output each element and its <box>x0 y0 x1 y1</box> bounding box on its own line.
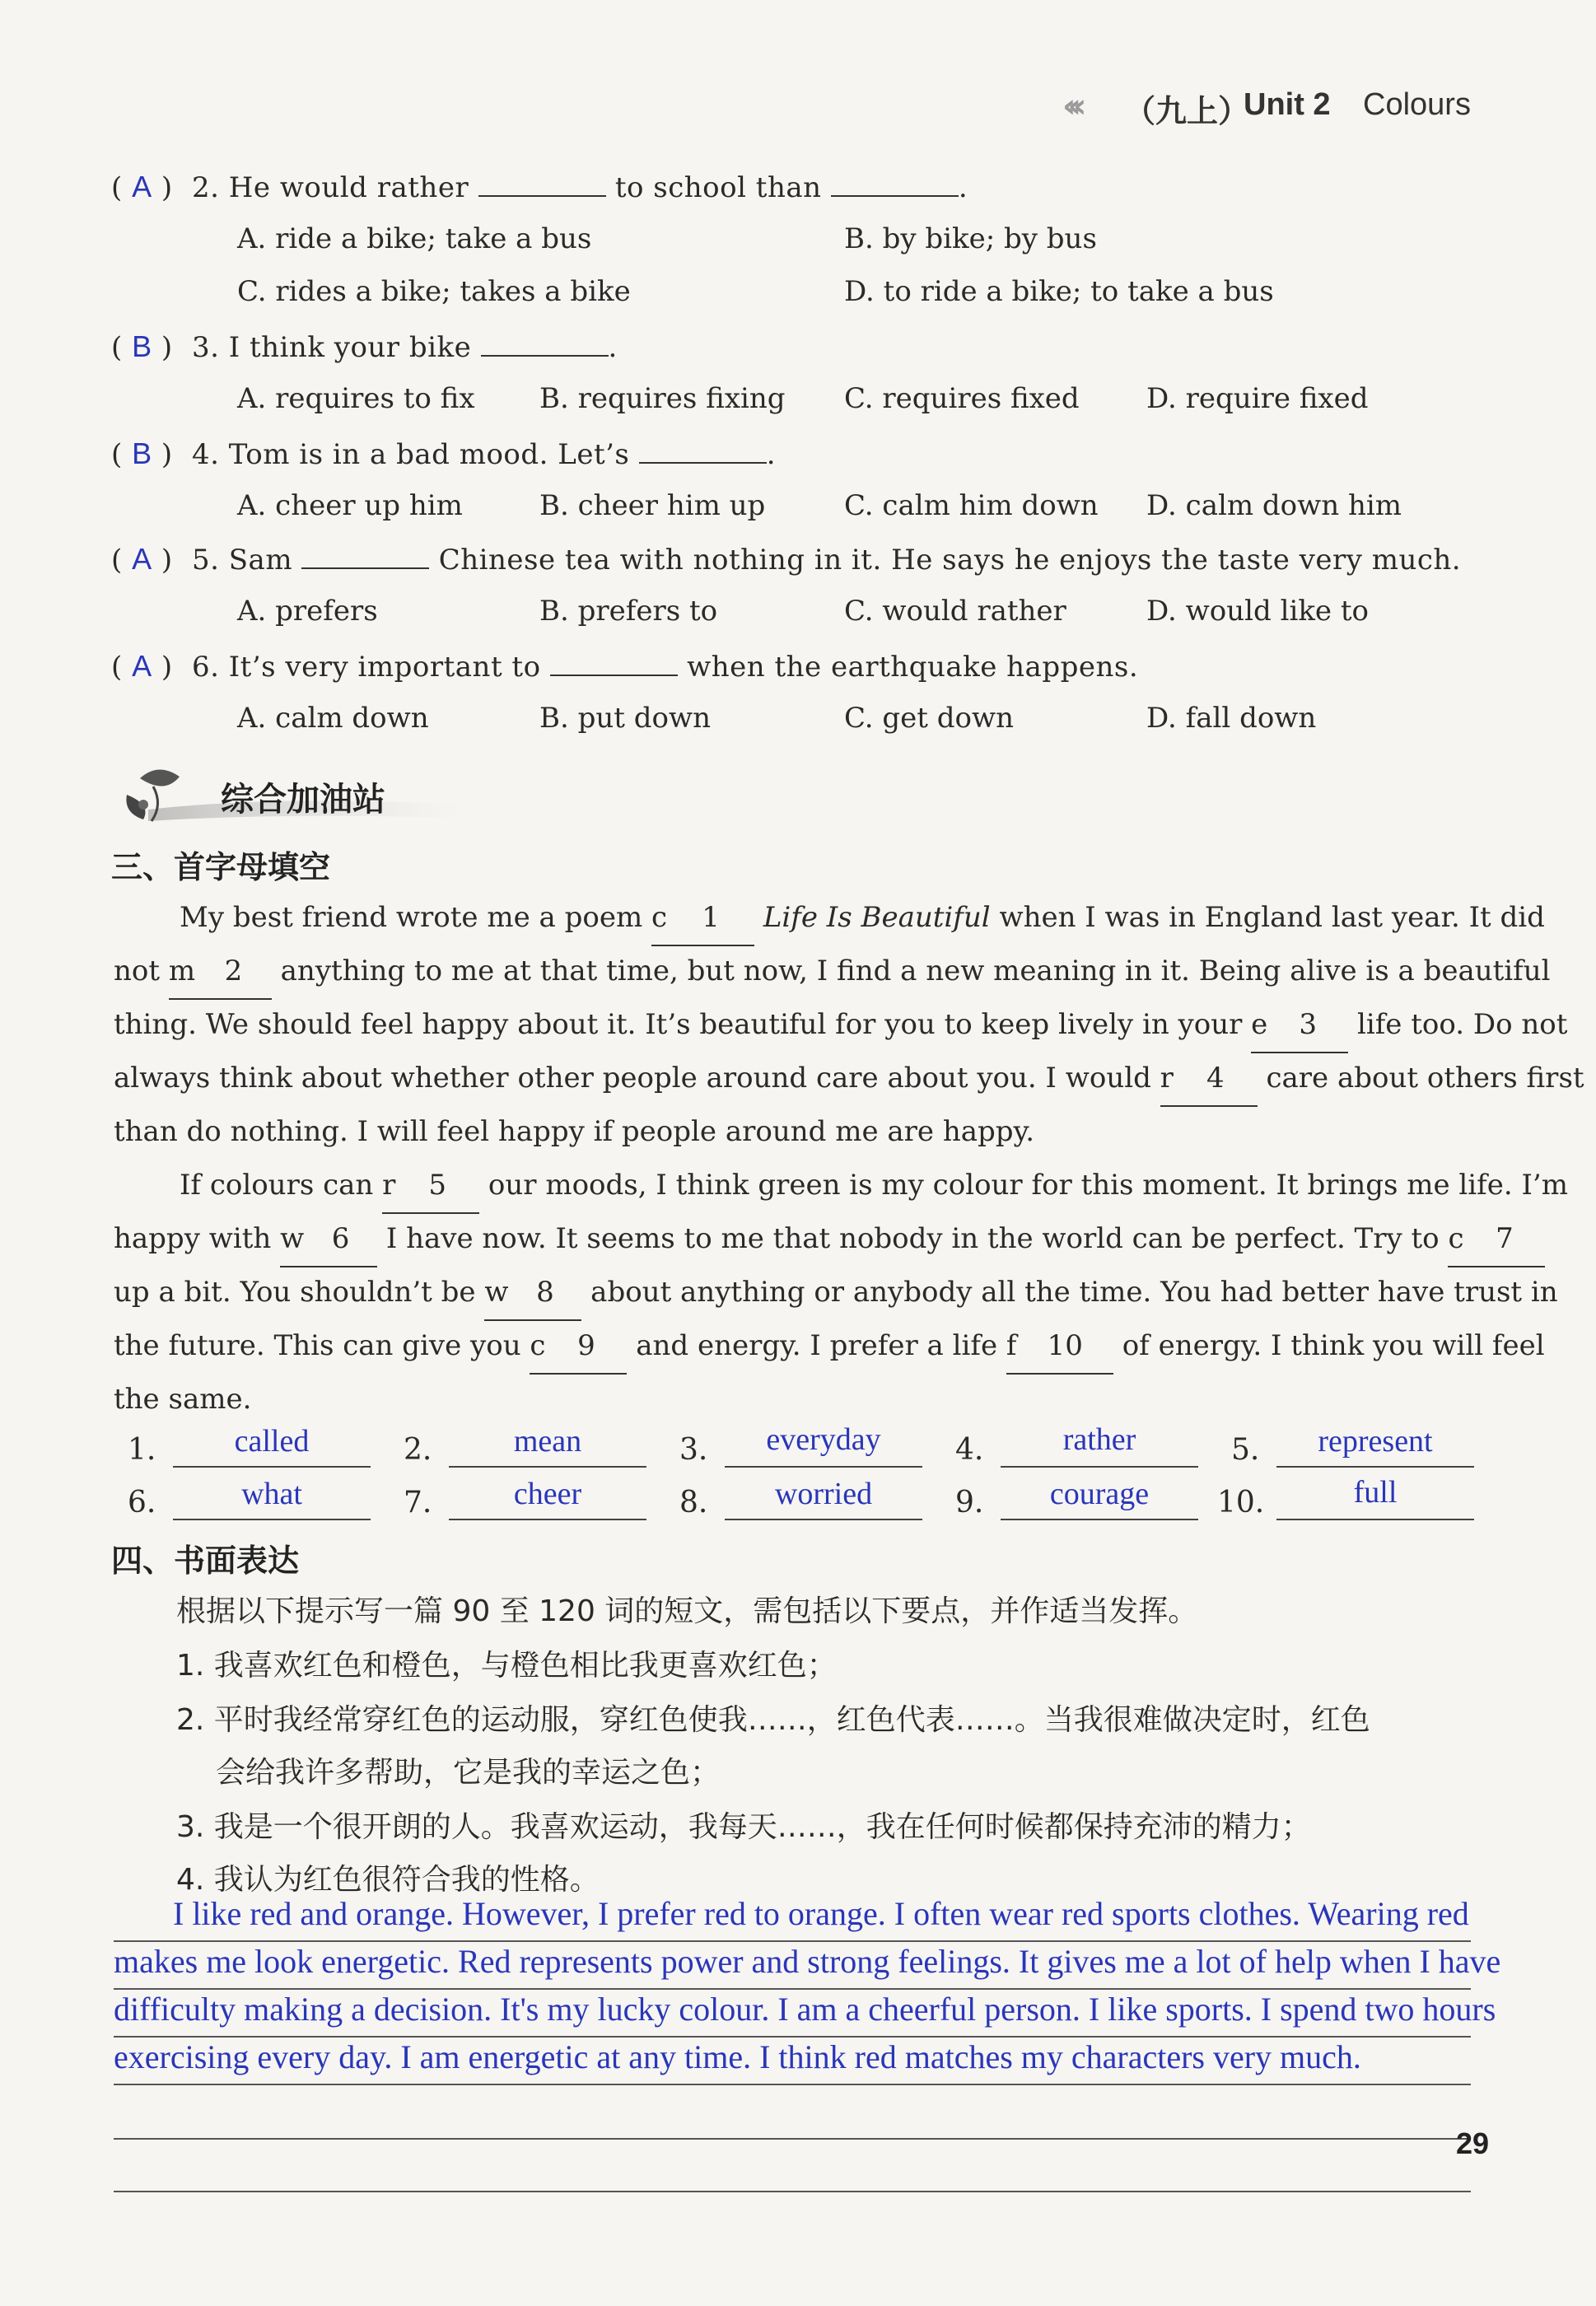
mc-answer: B <box>132 329 152 363</box>
writing-point: 4. 我认为红色很符合我的性格。 <box>176 1863 600 1897</box>
option-a: A. calm down <box>237 702 429 735</box>
writing-instructions: 根据以下提示写一篇 90 至 120 词的短文，需包括以下要点，并作适当发挥。 <box>176 1594 1198 1628</box>
option-b: B. by bike; by bus <box>844 222 1097 255</box>
answer-value: full <box>1353 1475 1398 1510</box>
option-a: A. cheer up him <box>237 489 463 522</box>
answer-blank <box>481 330 609 357</box>
unit-label: Unit 2 <box>1244 87 1331 122</box>
grade-label: （九上） <box>1124 93 1250 129</box>
answer-value: mean <box>513 1424 582 1459</box>
option-b: B. requires fixing <box>539 382 786 415</box>
option-b: B. put down <box>539 702 711 735</box>
answer-blank <box>478 170 606 197</box>
option-b: B. cheer him up <box>539 489 766 522</box>
mc-answer: A <box>132 170 152 203</box>
passage-line: If colours can r 5 our moods, I think green is my colour for this moment. It brings me life. I’m <box>180 1159 1568 1214</box>
answer-value: called <box>234 1424 310 1459</box>
passage-line: the same. <box>114 1383 252 1416</box>
essay-line: makes me look energetic. Red represents power and strong feelings. It gives me a lot of help when I have <box>114 1943 1501 1980</box>
mc-question-6: ( A ) 6. It’s very important to when the earthquake happens. <box>111 649 1139 684</box>
option-d: D. require fixed <box>1146 382 1369 415</box>
option-a: A. requires to fix <box>237 382 475 415</box>
essay-line: I like red and orange. However, I prefer red to orange. I often wear red sports clothes. Wearing red <box>173 1895 1469 1932</box>
passage-line: always think about whether other people around care about you. I would r 4 care about others first <box>114 1052 1584 1107</box>
mc-question-2: ( A ) 2. He would rather to school than . <box>111 170 968 204</box>
answer-blank <box>301 543 429 569</box>
mc-question-5: ( A ) 5. Sam Chinese tea with nothing in it. He says he enjoys the taste very much. <box>111 542 1462 576</box>
option-c: C. calm him down <box>844 489 1099 522</box>
writing-point: 会给我许多帮助，它是我的幸运之色； <box>216 1756 721 1790</box>
option-b: B. prefers to <box>539 595 718 628</box>
writing-point: 3. 我是一个很开朗的人。我喜欢运动，我每天……，我在任何时候都保持充沛的精力； <box>176 1810 1311 1844</box>
unit-title: Colours <box>1363 87 1471 122</box>
essay-line: exercising every day. I am energetic at any time. I think red matches my characters very much. <box>114 2038 1361 2075</box>
answer-blank <box>550 650 678 676</box>
mc-answer: A <box>132 542 152 576</box>
answer-blank <box>639 437 767 464</box>
answer-blank <box>831 170 959 197</box>
option-c: C. get down <box>844 702 1015 735</box>
essay-line: difficulty making a decision. It's my lucky colour. I am a cheerful person. I like sports. I spend two hours <box>114 1991 1496 2028</box>
passage-line: the future. This can give you c 9 and energy. I prefer a life f 10 of energy. I think you will feel <box>114 1319 1545 1375</box>
chevrons-icon: ‹‹‹ <box>1062 87 1079 125</box>
mc-question-4: ( B ) 4. Tom is in a bad mood. Let’s . <box>111 436 777 471</box>
option-d: D. fall down <box>1146 702 1317 735</box>
option-c: C. would rather <box>844 595 1066 628</box>
option-d: D. calm down him <box>1146 489 1402 522</box>
writing-point: 1. 我喜欢红色和橙色，与橙色相比我更喜欢红色； <box>176 1649 837 1683</box>
section-3-title: 三、首字母填空 <box>111 849 331 885</box>
option-c: C. requires fixed <box>844 382 1080 415</box>
section-banner <box>115 762 461 828</box>
option-d: D. would like to <box>1146 595 1369 628</box>
answer-value: what <box>241 1477 302 1511</box>
option-a: A. ride a bike; take a bus <box>237 222 592 255</box>
writing-point: 2. 平时我经常穿红色的运动服，穿红色使我……，红色代表……。当我很难做决定时，红色 <box>176 1703 1370 1737</box>
mc-answer: B <box>132 436 152 470</box>
passage-line: My best friend wrote me a poem c 1 Life Is Beautiful when I was in England last year. It did <box>180 891 1545 946</box>
answer-value: represent <box>1318 1424 1433 1459</box>
banner-title: 综合加油站 <box>221 781 385 819</box>
passage-line: happy with w 6 I have now. It seems to me that nobody in the world can be perfect. Try to c 7 <box>114 1212 1545 1267</box>
passage-line: than do nothing. I will feel happy if people around me are happy. <box>114 1115 1035 1148</box>
page-number: 29 <box>1456 2126 1490 2160</box>
workbook-page: ‹‹‹ （九上） Unit 2 Colours ( A ) 2. He would rather to school than . A. ride a bike; take a bus B. by bike; by bus C. rides a bike; takes a bike D. to ride a bike; to take a bus ( B ) 3. I think your bike . A. requires to fix B. requires fixing C. requires fixed D. require fixed ( B ) 4. Tom is in a bad mood. Let’s . A. cheer up him B. cheer him up C. calm him down D. calm down him ( A ) 5. Sam Chinese tea with nothing in it. He says he enjoys the taste very much. A. prefers B. prefers to C. would rather D. would like to ( A ) 6. It’s very important to when the earthquake happens. A. calm down B. put down C. get down D. fall down 综合加油站 三、首字母填空 My best friend wrote me a poem c 1 Life Is Beautiful when I was in England last year. It did not m 2 anything to me at that time, but now, I find a new meaning in it. Being alive is a beautiful thing. We should feel happy about it. It’s beautiful for you to keep lively in your e 3 life too. Do not always think about whether other people around care about you. I would r 4 care about others first than do nothing. I will feel happy if people around me are happy. If colours can r 5 our moods, I think green is my colour for this moment. It brings me life. I’m happy with w 6 I have now. It seems to me that nobody in the world can be perfect. Try to c 7 up a bit. You shouldn’t be w 8 about anything or anybody all the time. You had better have trust in the future. This can give you c 9 and energy. I prefer a life f 10 of energy. I think you will feel the same. 1. called 2. mean 3. everyday 4. rather 5. represent 6. what 7. cheer 8. worried 9. courage 10. full 四、书面表达 根据以下提示写一篇 90 至 120 词的短文，需包括以下要点，并作适当发挥。 1. 我喜欢红色和橙色，与橙色相比我更喜欢红色； 2. 平时我经常穿红色的运动服，穿红色使我……，红色代表……。当我很难做决定时，红色 会给我许多帮助，它是我的幸运之色； 3. 我是一个很开朗的人。我喜欢运动，我每天……，我在任何时候都保持充沛的精力； 4. 我认为红色很符合我的性格。 I like red and orange. However, I prefer red to orange. I often wear red sports clothes. Wearing red makes me look energetic. Red represents power and strong feelings. It gives me a lot of help when I have difficulty making a decision. It's my lucky colour. I am a cheerful person. I like sports. I spend two hours exercising every day. I am energetic at any time. I think red matches my characters very much. 29 <box>0 0 1596 2306</box>
option-a: A. prefers <box>237 595 378 628</box>
answer-value: cheer <box>513 1477 582 1511</box>
option-d: D. to ride a bike; to take a bus <box>844 275 1274 308</box>
passage-line: thing. We should feel happy about it. It’s beautiful for you to keep lively in your e 3 life too. Do not <box>114 998 1567 1053</box>
answer-value: worried <box>774 1477 873 1511</box>
mc-answer: A <box>132 649 152 683</box>
mc-question-3: ( B ) 3. I think your bike . <box>111 329 618 364</box>
passage-line: up a bit. You shouldn’t be w 8 about anything or anybody all the time. You had better have trust in <box>114 1266 1558 1321</box>
answer-value: rather <box>1062 1422 1136 1457</box>
option-c: C. rides a bike; takes a bike <box>237 275 631 308</box>
passage-line: not m 2 anything to me at that time, but now, I find a new meaning in it. Being alive is a beautiful <box>114 945 1551 1000</box>
answer-value: everyday <box>766 1422 881 1457</box>
answer-value: courage <box>1049 1477 1150 1511</box>
section-4-title: 四、书面表达 <box>111 1543 300 1579</box>
